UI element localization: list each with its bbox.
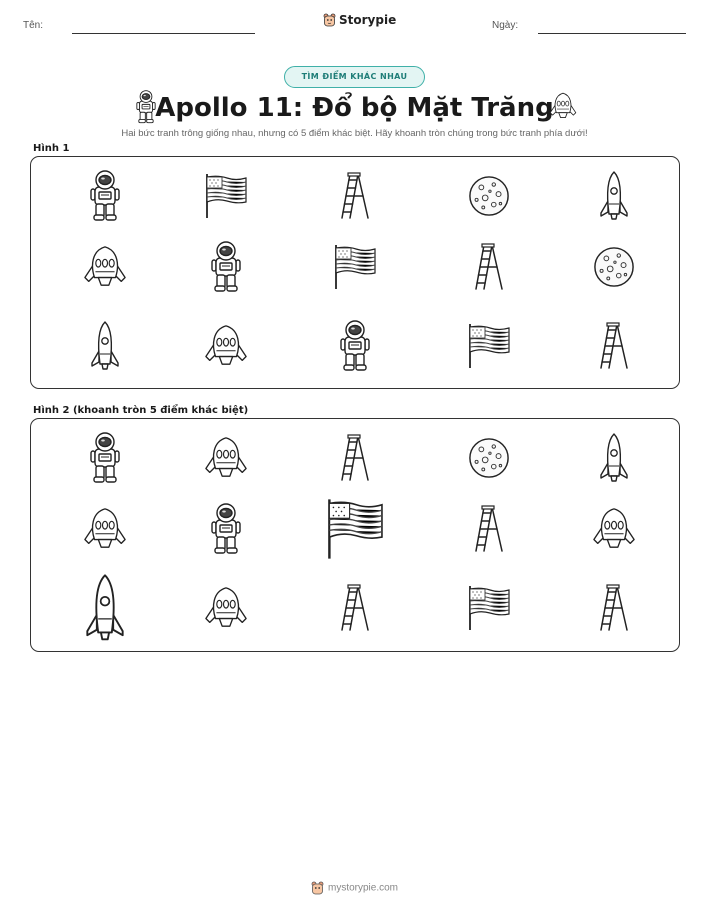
astronaut-icon[interactable] xyxy=(85,170,125,222)
rocket-round-icon[interactable] xyxy=(204,585,248,631)
picture2-label: Hình 2 (khoanh tròn 5 điểm khác biệt) xyxy=(33,405,249,416)
picture2-panel[interactable] xyxy=(30,418,680,652)
moon-icon[interactable] xyxy=(468,175,510,217)
rocket-slim-icon[interactable] xyxy=(90,321,120,371)
rocket-icon xyxy=(549,90,577,126)
brand-name: Storypie xyxy=(339,13,397,27)
brand-logo xyxy=(323,13,396,27)
flag-icon[interactable] xyxy=(325,498,385,560)
ladder-icon[interactable] xyxy=(338,434,372,482)
flag-icon[interactable] xyxy=(467,585,511,631)
astronaut-icon[interactable] xyxy=(85,432,125,484)
rocket-slim-icon[interactable] xyxy=(599,433,629,483)
astronaut-icon[interactable] xyxy=(206,503,246,555)
ladder-icon[interactable] xyxy=(338,584,372,632)
moon-icon[interactable] xyxy=(468,437,510,479)
instructions: Hai bức tranh trông giống nhau, nhưng có 5 điểm khác biệt. Hãy khoanh tròn chúng trong bức tranh phía dưới! xyxy=(121,128,588,139)
moon-icon[interactable] xyxy=(593,246,635,288)
ladder-icon[interactable] xyxy=(472,505,506,553)
rocket-round-icon[interactable] xyxy=(83,244,127,290)
activity-badge: TÌM ĐIỂM KHÁC NHAU xyxy=(284,66,425,88)
flag-icon[interactable] xyxy=(204,173,248,219)
picture1-label: Hình 1 xyxy=(33,143,70,154)
date-label: Ngày: xyxy=(492,20,519,31)
footer xyxy=(0,881,709,895)
footer-url[interactable]: mystorypie.com xyxy=(327,882,398,894)
name-label: Tên: xyxy=(23,20,44,31)
rocket-round-icon[interactable] xyxy=(83,506,127,552)
date-line[interactable] xyxy=(538,33,686,34)
ladder-icon[interactable] xyxy=(597,584,631,632)
astronaut-icon[interactable] xyxy=(206,241,246,293)
name-line[interactable] xyxy=(72,33,255,34)
page-title: Apollo 11: Đổ bộ Mặt Trăng xyxy=(155,93,554,123)
storypie-mascot-icon xyxy=(311,881,324,895)
flag-icon[interactable] xyxy=(467,323,511,369)
astronaut-icon[interactable] xyxy=(335,320,375,372)
ladder-icon[interactable] xyxy=(597,322,631,370)
rocket-round-icon[interactable] xyxy=(204,323,248,369)
rocket-slim-icon[interactable] xyxy=(599,171,629,221)
rocket-round-icon[interactable] xyxy=(204,435,248,481)
ladder-icon[interactable] xyxy=(338,172,372,220)
rocket-slim-icon[interactable] xyxy=(84,574,126,642)
flag-icon[interactable] xyxy=(333,244,377,290)
ladder-icon[interactable] xyxy=(472,243,506,291)
picture1-panel[interactable] xyxy=(30,156,680,389)
storypie-mascot-icon xyxy=(323,13,336,27)
rocket-round-icon[interactable] xyxy=(592,506,636,552)
